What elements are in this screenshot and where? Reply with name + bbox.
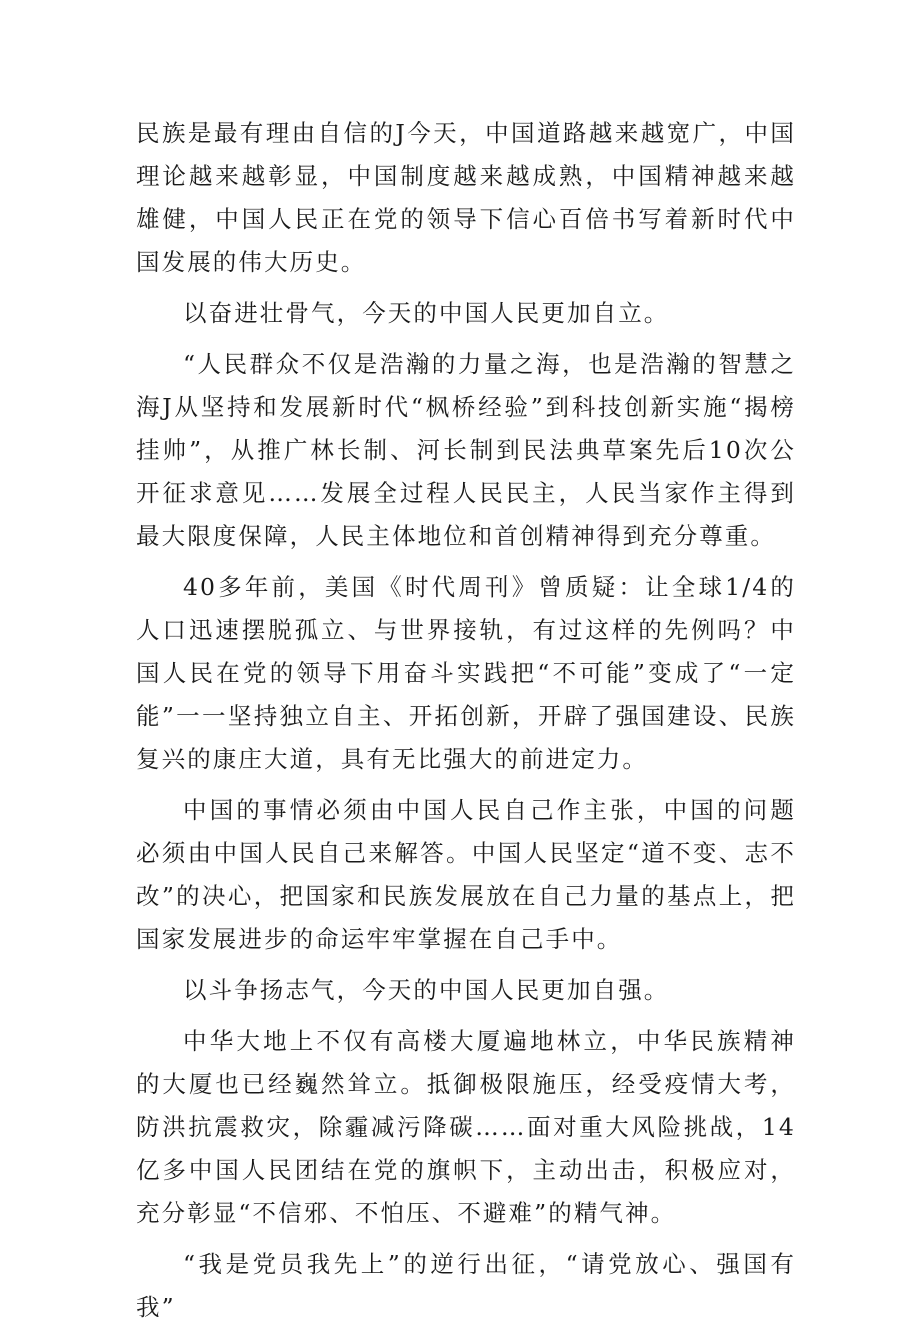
paragraph: 以奋进壮骨气，今天的中国人民更加自立。 — [183, 299, 670, 327]
paragraph: 民族是最有理由自信的J今天，中国道路越来越宽广，中国理论越来越彰显，中国制度越来越成熟，中国精神越来越雄健，中国人民正在党的领导下信心百倍书写着新时代中国发展的伟大历史。 — [136, 119, 796, 276]
paragraph: 中华大地上不仅有高楼大厦遍地林立，中华民族精神的大厦也已经巍然耸立。抵御极限施压，经受疫情大考，防洪抗震救灾，除霾减污降碳……面对重大风险挑战，14亿多中国人民团结在党的旗帜下，主动出击，积极应对，充分彰显“不信邪、不怕压、不避难”的精气神。 — [136, 1027, 796, 1227]
paragraph: 中国的事情必须由中国人民自己作主张，中国的问题必须由中国人民自己来解答。中国人民坚定“道不变、志不改”的决心，把国家和民族发展放在自己力量的基点上，把国家发展进步的命运牢牢掌握在自己手中。 — [136, 796, 796, 953]
paragraph: “我是党员我先上”的逆行出征，“请党放心、强国有我” — [136, 1250, 796, 1321]
paragraph: 以斗争扬志气，今天的中国人民更加自强。 — [183, 976, 670, 1004]
paragraph: 40多年前，美国《时代周刊》曾质疑：让全球1/4的人口迅速摆脱孤立、与世界接轨，有过这样的先例吗？中国人民在党的领导下用奋斗实践把“不可能”变成了“一定能”一一坚持独立自主、开拓创新，开辟了强国建设、民族复兴的康庄大道，具有无比强大的前进定力。 — [136, 573, 796, 773]
article-body — [136, 112, 796, 1337]
paragraph: “人民群众不仅是浩瀚的力量之海，也是浩瀚的智慧之海J从坚持和发展新时代“枫桥经验”到科技创新实施“揭榜挂帅”，从推广林长制、河长制到民法典草案先后10次公开征求意见……发展全过程人民民主，人民当家作主得到最大限度保障，人民主体地位和首创精神得到充分尊重。 — [136, 350, 796, 550]
